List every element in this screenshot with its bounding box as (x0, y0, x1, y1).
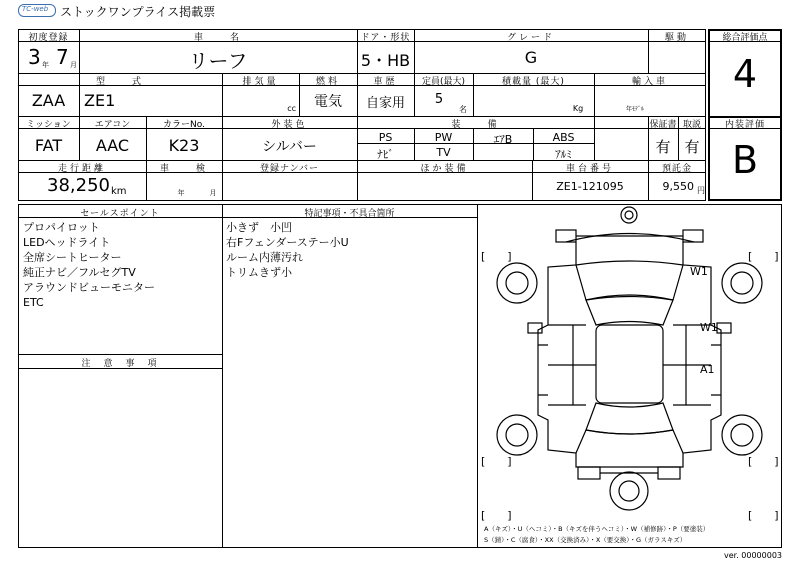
label-reg-number: 登録ナンバー (260, 164, 319, 174)
label-exterior: 外装色 (271, 120, 308, 130)
equipment-pw: PW (434, 131, 453, 144)
remarks-list (226, 220, 349, 280)
aircon-value: AAC (95, 136, 130, 155)
tc-web-logo (18, 4, 56, 17)
fuel-value: 電気 (314, 94, 342, 110)
car-damage-diagram (478, 205, 781, 547)
label-warranty: 保証書 (649, 120, 677, 130)
page-title: ストックワンプライス掲載票 (60, 5, 216, 19)
inspection-year-unit: 年 (177, 189, 185, 197)
sales-point-item: ETC (23, 296, 44, 309)
remark-item: トリムきず小 (226, 266, 292, 279)
load-unit: Kg (572, 104, 584, 113)
label-vehicle-type: 車歴 (373, 77, 398, 87)
first-reg-month-unit: 月 (70, 61, 77, 69)
car-name-value: リーフ (188, 49, 248, 73)
price-value: 9,550 (662, 180, 694, 193)
equipment-navi: ﾅﾋﾞ (377, 148, 394, 161)
equipment-abs: ABS (552, 131, 575, 144)
overall-score-value: 4 (732, 52, 758, 96)
label-manual: 取説 (682, 120, 701, 130)
label-aircon: エアコン (94, 120, 131, 130)
label-remarks: 特記事項・不具合箇所 (304, 209, 395, 219)
import-unit: 年ﾓﾃﾞﾙ (625, 106, 644, 113)
label-chassis: 車台番号 (565, 164, 614, 174)
displacement-unit: cc (287, 104, 296, 113)
equipment-alumi: ｱﾙﾐ (555, 148, 572, 161)
label-other-equipment: ほか装備 (420, 164, 469, 174)
mission-value: FAT (34, 136, 63, 155)
label-drive: 駆動 (664, 33, 689, 43)
warranty-value: 有 (655, 138, 671, 156)
first-reg-year: 3 (28, 45, 41, 69)
damage-mark-w1-upper: W1 (690, 265, 708, 278)
door-shape-value: 5・HB (360, 51, 411, 70)
label-interior-score: 内装評価 (724, 120, 765, 130)
equipment-airbag: ｴｱB (493, 133, 513, 146)
remark-item: 右Fフェンダーステー小U (226, 236, 349, 249)
logo-text: TC-web (22, 5, 49, 13)
label-inspection: 車 検 (159, 164, 208, 174)
version-label: ver. 00000003 (723, 551, 782, 560)
bracket-bottom-left: [ ] (481, 509, 512, 522)
sales-point-item: 純正ナビ／フルセグTV (23, 266, 136, 279)
label-import: 輸入車 (631, 77, 668, 87)
model-value: ZE1 (84, 91, 116, 110)
mileage-unit: km (111, 186, 127, 197)
label-capacity: 定員(最大) (421, 77, 466, 87)
bracket-rear-right: [ ] (748, 455, 779, 468)
damage-mark-a1: A1 (700, 363, 715, 376)
legend-line-2: S（錆）・C（腐食）・XX（交換済み）・X（要交換）・G（ガラスキズ） (484, 536, 687, 544)
equipment-ps: PS (378, 131, 393, 144)
model-prefix-value: ZAA (31, 91, 66, 110)
capacity-unit: 名 (459, 105, 467, 114)
label-overall-score: 総合評価点 (722, 33, 768, 43)
bracket-bottom-right: [ ] (748, 509, 779, 522)
label-mileage: 走行距離 (57, 164, 106, 174)
chassis-value: ZE1-121095 (556, 180, 624, 193)
grade-value: G (524, 48, 538, 67)
label-grade: グレード (506, 33, 555, 43)
inspection-month-unit: 月 (209, 189, 217, 197)
interior-score-value: B (731, 138, 759, 182)
bracket-front-right: [ ] (748, 250, 779, 263)
sales-point-item: LEDヘッドライト (23, 236, 111, 249)
manual-value: 有 (684, 138, 700, 156)
damage-mark-w1-lower: W1 (700, 321, 718, 334)
label-notes: 注 意 事 項 (81, 359, 159, 369)
bracket-rear-left: [ ] (481, 455, 512, 468)
first-reg-year-unit: 年 (42, 61, 49, 69)
label-price: 預託金 (661, 164, 692, 174)
label-first-reg: 初度登録 (28, 33, 69, 43)
sales-point-item: 全席シートヒーター (23, 251, 122, 264)
label-sales-points: セールスポイント (80, 209, 160, 219)
label-door-shape: ドア・形状 (360, 33, 411, 43)
label-displacement: 排気量 (242, 77, 279, 87)
label-model: 型 式 (95, 77, 144, 87)
remark-item: 小きず 小凹 (226, 221, 292, 234)
bracket-front-left: [ ] (481, 250, 512, 263)
color-no-value: K23 (168, 136, 200, 155)
label-equipment: 装 備 (451, 120, 500, 130)
label-mission: ミッション (26, 120, 71, 130)
vehicle-type-value: 自家用 (365, 96, 405, 111)
price-unit: 円 (697, 186, 705, 195)
sales-point-item: アラウンドビューモニター (23, 281, 155, 294)
first-reg-value (26, 45, 78, 71)
label-load: 積載量 (最大) (502, 77, 565, 87)
capacity-value: 5 (434, 92, 444, 107)
equipment-tv: TV (436, 146, 451, 159)
exterior-value: シルバー (262, 139, 317, 155)
legend-line-1: A（キズ）・U（ヘコミ）・B（キズを伴うヘコミ）・W（補修跡）・P（要塗装） (484, 525, 710, 533)
label-car-name: 車 名 (193, 33, 242, 43)
sales-point-item: プロパイロット (23, 221, 100, 234)
label-color-no: カラーNo. (163, 120, 205, 130)
sales-points-list (23, 220, 155, 310)
mileage-value: 38,250 (47, 175, 110, 196)
remark-item: ルーム内薄汚れ (226, 251, 303, 264)
first-reg-month: 7 (56, 45, 69, 69)
label-fuel: 燃料 (315, 77, 340, 87)
